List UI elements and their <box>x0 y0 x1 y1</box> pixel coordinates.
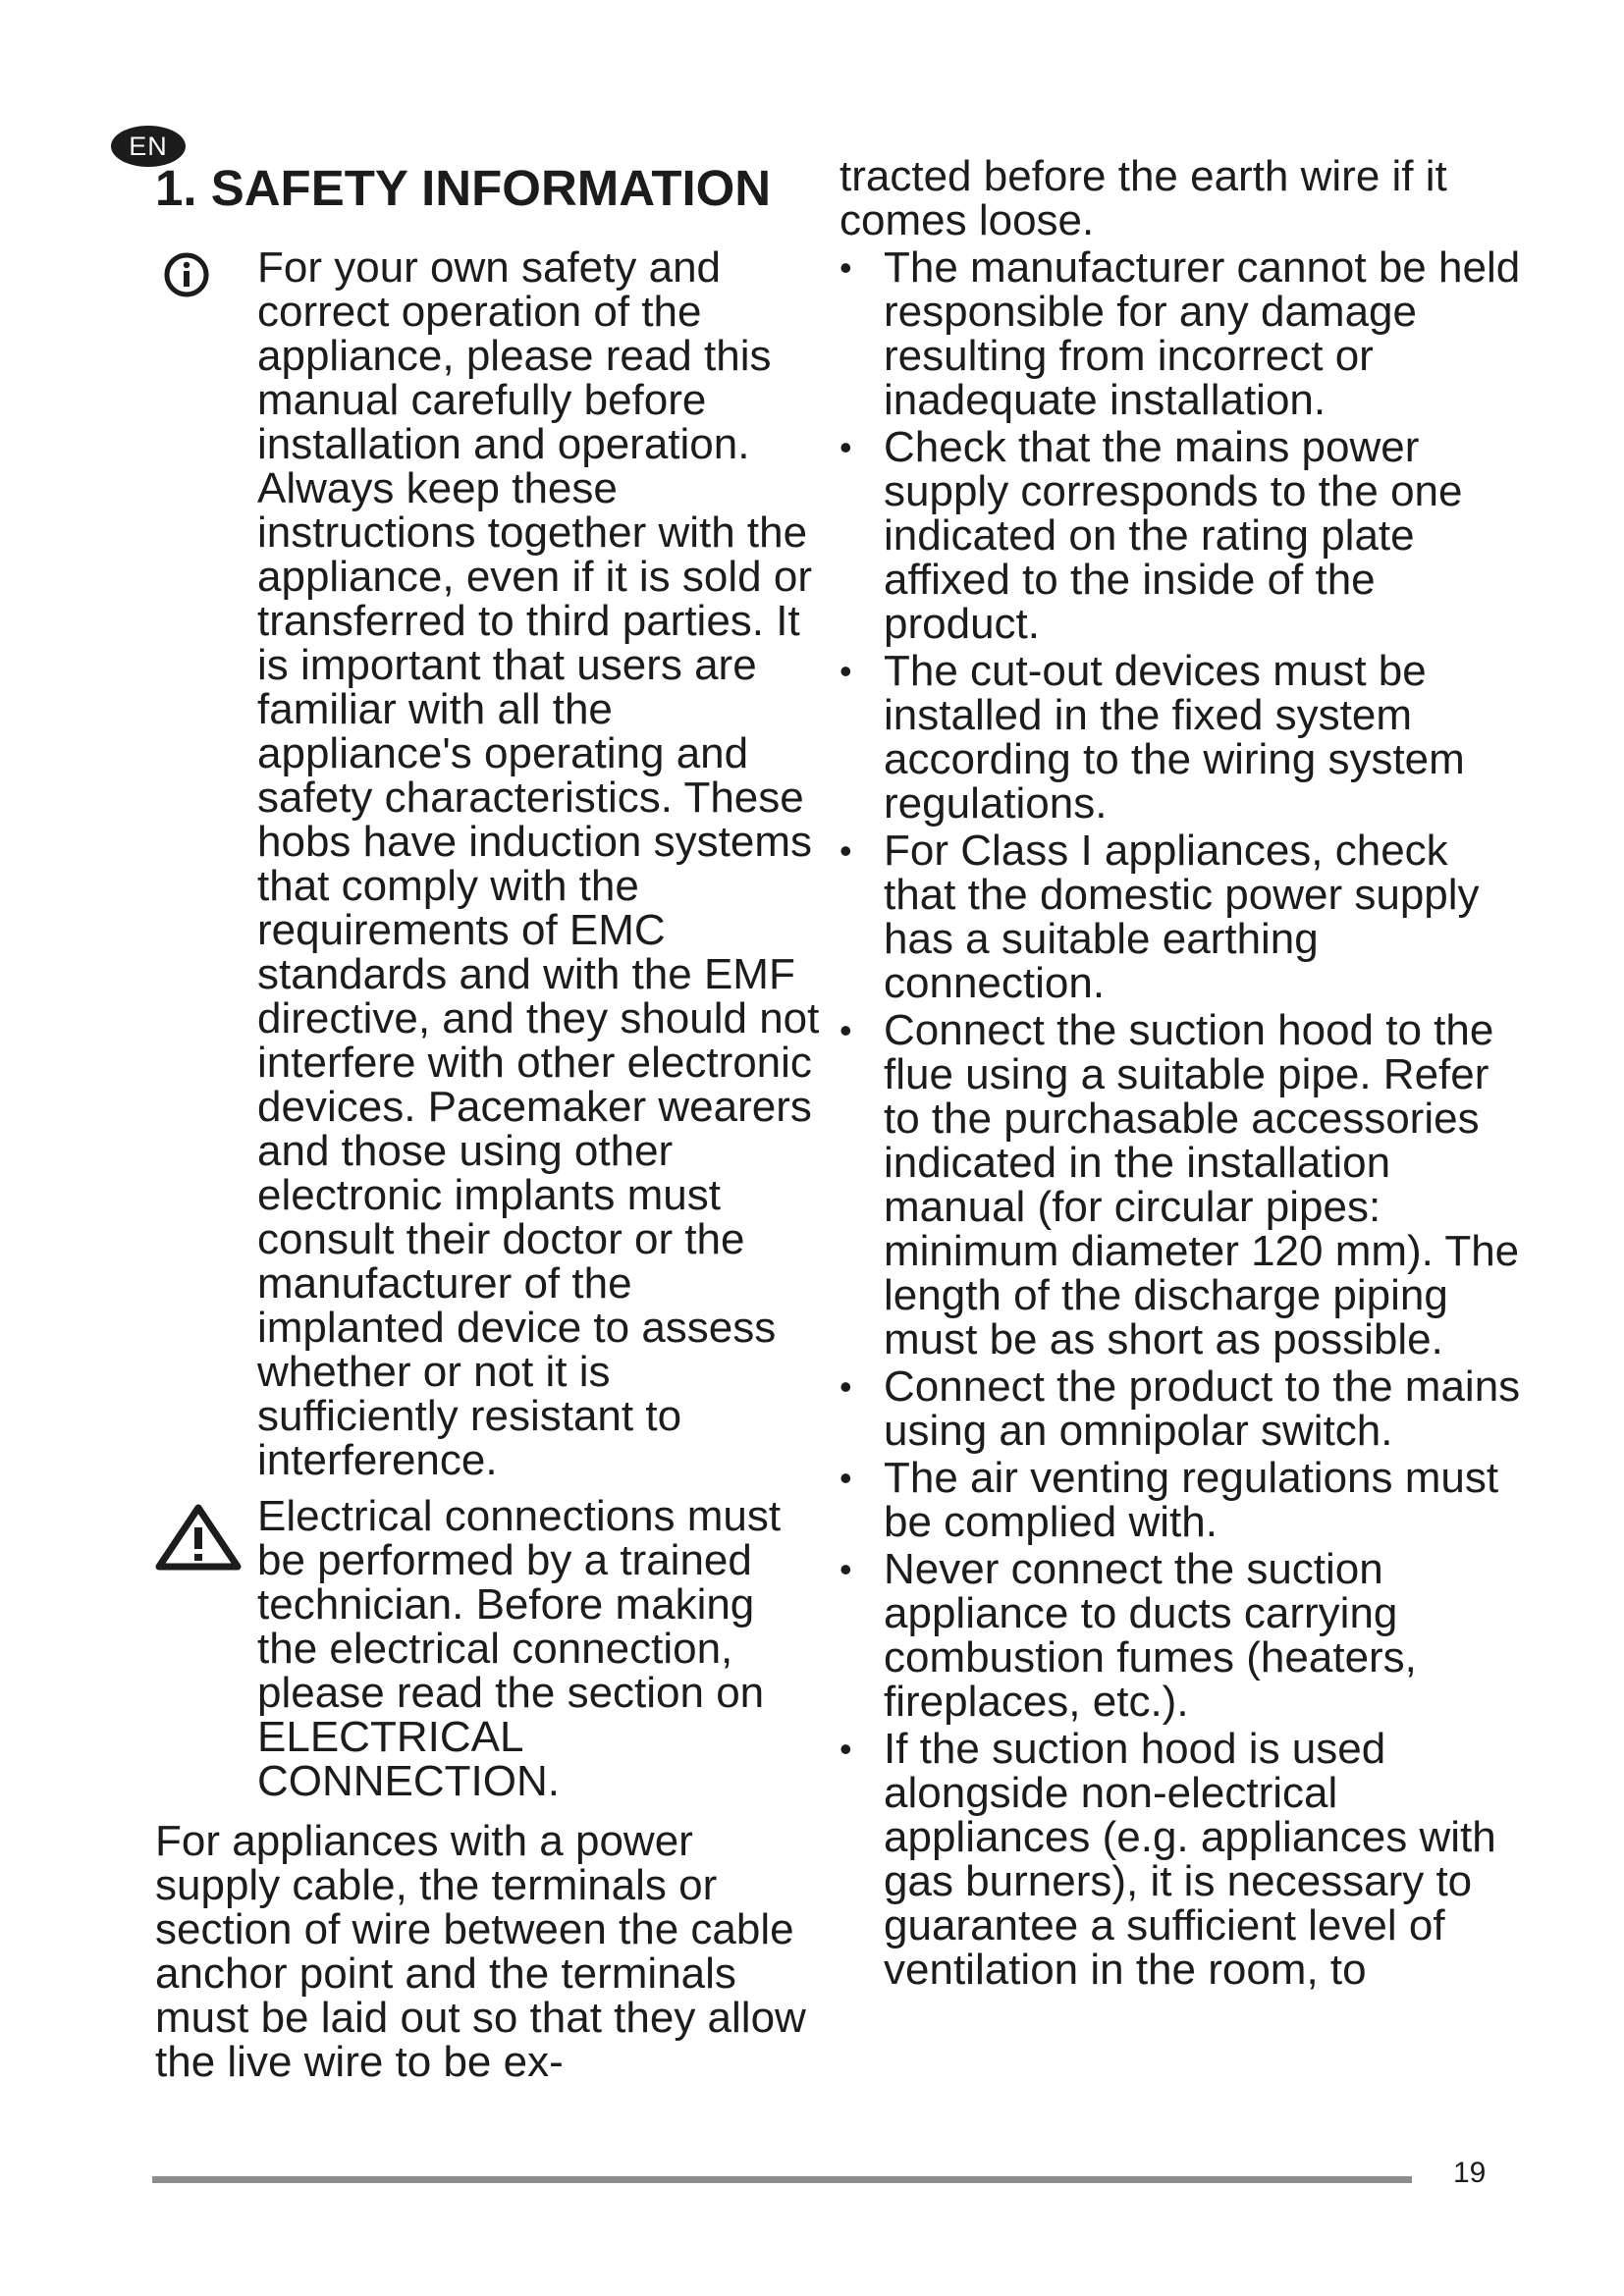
list-item: • Never connect the suction appliance to ducts carrying combustion fumes (heaters, fireplaces, etc.). <box>839 1547 1527 1724</box>
info-icon <box>163 251 210 306</box>
section-title: 1. SAFETY INFORMATION <box>155 160 772 216</box>
list-item: • If the suction hood is used alongside non-electrical appliances (e.g. appliances with gas burners), it is necessary to guarantee a sufficient level of ventilation in the room, to <box>839 1727 1527 1992</box>
list-item: • The cut-out devices must be installed in the fixed system according to the wiring system regulations. <box>839 649 1527 826</box>
page-number: 19 <box>1453 2157 1487 2189</box>
warning-triangle-icon <box>155 1502 242 1580</box>
electrical-warning-text: Electrical connections must be performed by a trained technician. Before making the electrical connection, please read the section on ELECTRICAL CONNECTION. <box>257 1492 782 1805</box>
power-cable-paragraph: For appliances with a power supply cable, the terminals or section of wire between the cable anchor point and the terminals must be laid out so that they allow the live wire to be ex- <box>155 1817 806 2086</box>
safety-notice <box>155 245 823 1482</box>
left-column <box>155 245 823 2084</box>
right-column <box>839 154 1527 1992</box>
list-item: • Connect the product to the mains using an omnipolar switch. <box>839 1364 1527 1453</box>
list-item: • Connect the suction hood to the flue using a suitable pipe. Refer to the purchasable accessories indicated in the installation manual (for circular pipes: minimum diameter 120 mm). The length of the discharge piping must be as short as possible. <box>839 1008 1527 1362</box>
list-item: • The air venting regulations must be complied with. <box>839 1456 1527 1544</box>
list-item: • For Class I appliances, check that the domestic power supply has a suitable earthing connection. <box>839 828 1527 1005</box>
power-cable-continuation: tracted before the earth wire if it comes loose. <box>839 152 1447 244</box>
list-item: • The manufacturer cannot be held responsible for any damage resulting from incorrect or inadequate installation. <box>839 245 1527 422</box>
list-item: • Check that the mains power supply corresponds to the one indicated on the rating plate affixed to the inside of the product. <box>839 425 1527 646</box>
safety-bullet-list <box>839 245 1527 1992</box>
language-badge: EN <box>111 126 186 167</box>
safety-notice-text: For your own safety and correct operation of the appliance, please read this manual carefully before installation and operation. Always keep these instructions together with the appliance, even if it is sold or transferred to third parties. It is important that users are familiar with all the appliance's operating and safety characteristics. These hobs have induction systems that comply with the requirements of EMC standards and with the EMF directive, and they should not interfere with other electronic devices. Pacemaker wearers and those using other electronic implants must consult their doctor or the manufacturer of the implanted device to assess whether or not it is sufficiently resistant to interference. <box>257 243 820 1484</box>
footer-rule <box>152 2176 1412 2183</box>
electrical-warning <box>155 1494 823 1803</box>
